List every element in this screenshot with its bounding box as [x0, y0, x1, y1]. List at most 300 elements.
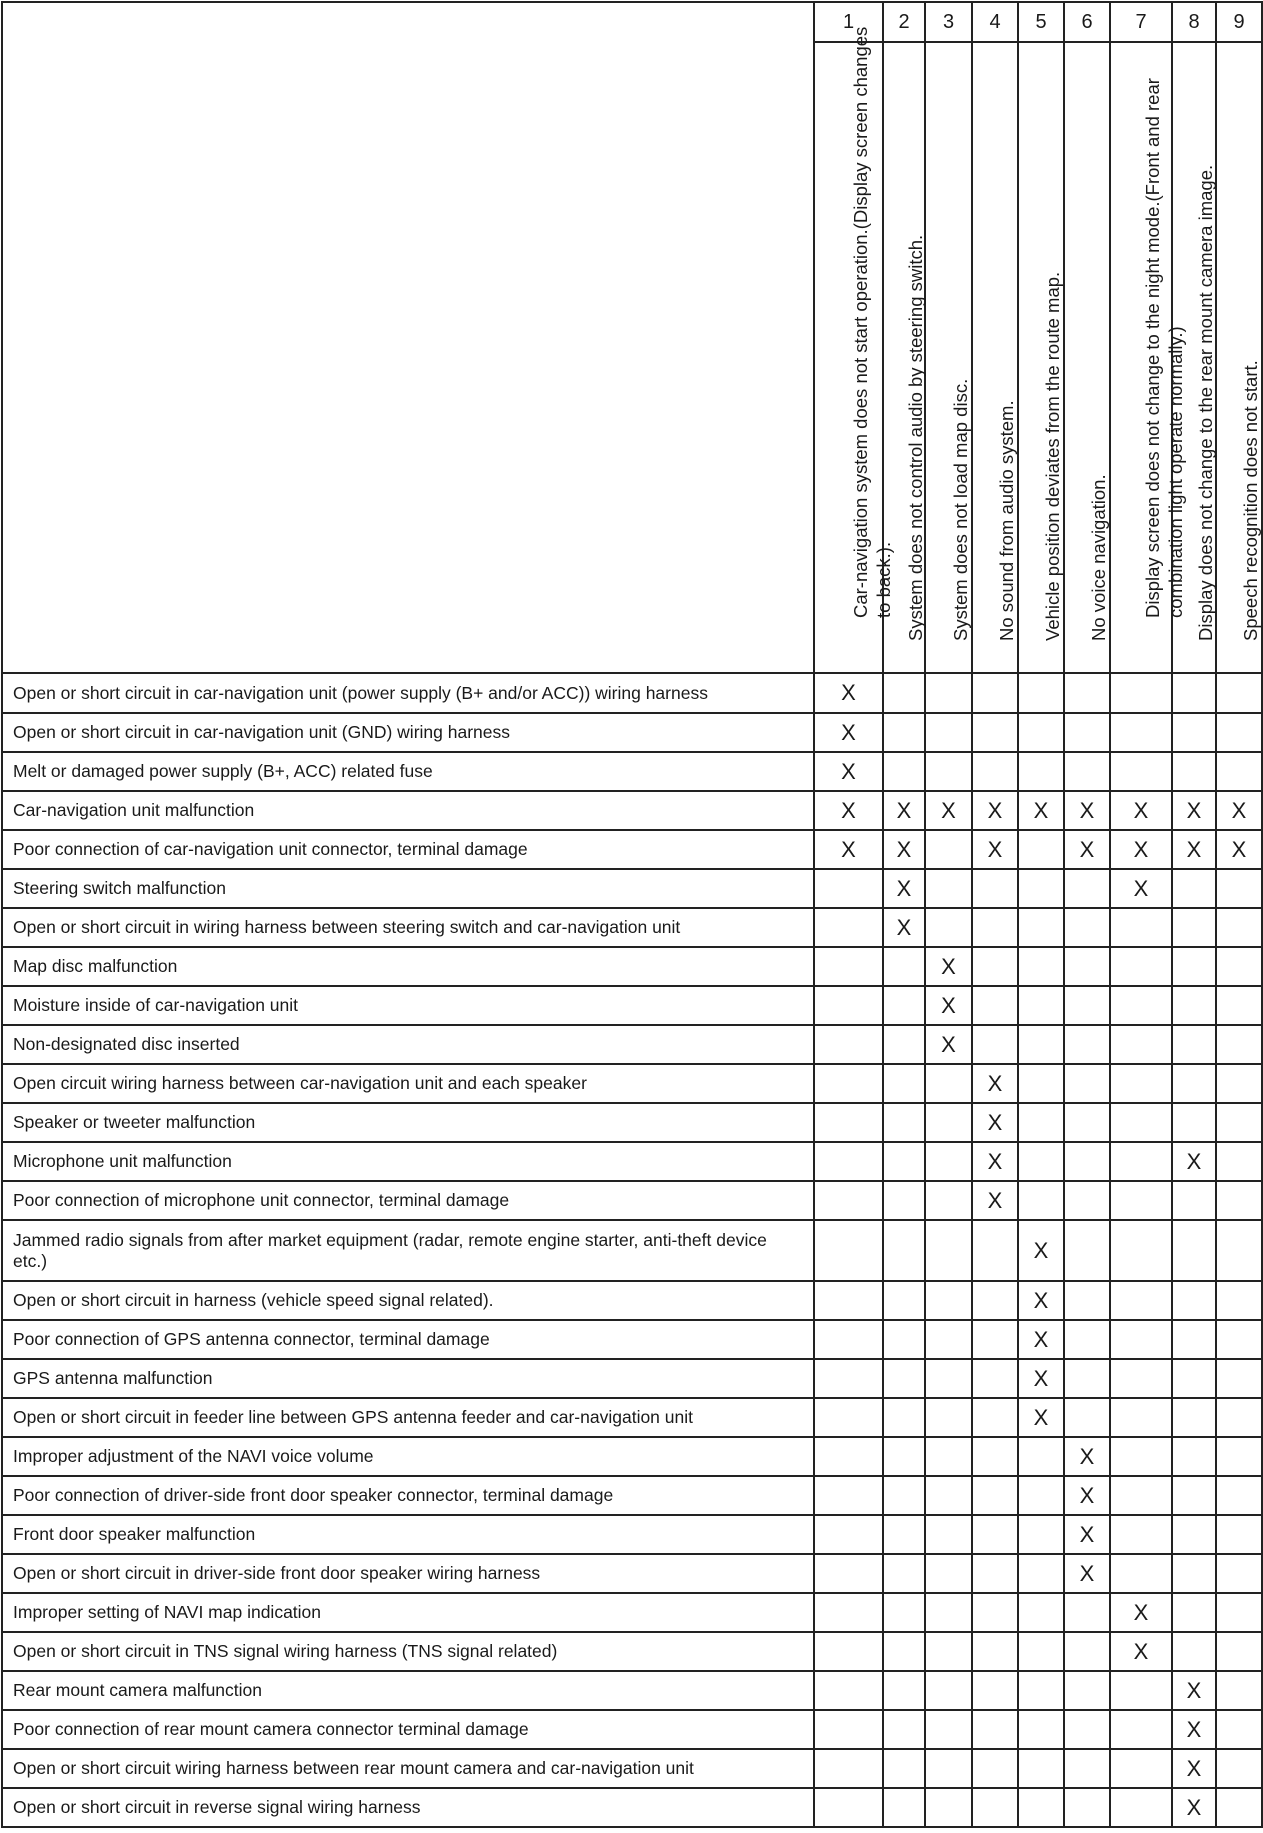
diagnosis-matrix-table	[1, 1, 1263, 1828]
x-mark: X	[1079, 836, 1095, 862]
cause-cell: Open or short circuit in reverse signal wiring harness	[2, 1788, 814, 1827]
x-mark: X	[1186, 1794, 1202, 1820]
symptom-label: System does not load map disc.	[949, 378, 971, 641]
table-row	[2, 1064, 1262, 1103]
table-row	[2, 1142, 1262, 1181]
x-mark: X	[1133, 836, 1149, 862]
x-mark: X	[896, 836, 912, 862]
mark-cell-9	[1216, 673, 1262, 713]
mark-cell-2	[883, 1554, 925, 1593]
mark-cell-7	[1110, 713, 1172, 752]
x-mark: X	[941, 992, 956, 1018]
mark-cell-2	[883, 1398, 925, 1437]
x-mark: X	[1079, 1521, 1095, 1547]
table-row	[2, 1359, 1262, 1398]
mark-cell-5	[1018, 1437, 1064, 1476]
mark-cell-5	[1018, 1710, 1064, 1749]
symptom-label: Display screen does not change to the night mode.(Front and rear combination light operate normally.)	[1142, 78, 1186, 618]
symptom-header-2	[883, 42, 925, 673]
mark-cell-1	[814, 1281, 883, 1320]
mark-cell-8	[1172, 1064, 1216, 1103]
symptom-header-6	[1064, 42, 1110, 673]
mark-cell-7	[1110, 1554, 1172, 1593]
table-row	[2, 1025, 1262, 1064]
x-mark: X	[1033, 797, 1049, 823]
mark-cell-4	[972, 1103, 1018, 1142]
mark-cell-9	[1216, 713, 1262, 752]
mark-cell-9	[1216, 1632, 1262, 1671]
mark-cell-7	[1110, 1025, 1172, 1064]
mark-cell-3	[925, 1593, 972, 1632]
mark-cell-2	[883, 1281, 925, 1320]
mark-cell-1	[814, 1064, 883, 1103]
cause-cell: Open or short circuit in car-navigation unit (power supply (B+ and/or ACC)) wiring harness	[2, 673, 814, 713]
mark-cell-9	[1216, 830, 1262, 869]
mark-cell-1	[814, 1788, 883, 1827]
mark-cell-7	[1110, 1103, 1172, 1142]
table-row	[2, 791, 1262, 830]
mark-cell-2	[883, 1359, 925, 1398]
mark-cell-5	[1018, 673, 1064, 713]
cause-cell: Open circuit wiring harness between car-navigation unit and each speaker	[2, 1064, 814, 1103]
mark-cell-4	[972, 1320, 1018, 1359]
cause-cell: Open or short circuit in driver-side front door speaker wiring harness	[2, 1554, 814, 1593]
mark-cell-6	[1064, 1632, 1110, 1671]
mark-cell-5	[1018, 1220, 1064, 1281]
mark-cell-1	[814, 1320, 883, 1359]
mark-cell-3	[925, 1142, 972, 1181]
cause-cell: Improper setting of NAVI map indication	[2, 1593, 814, 1632]
x-mark: X	[896, 797, 912, 823]
cause-cell: Poor connection of microphone unit connector, terminal damage	[2, 1181, 814, 1220]
mark-cell-6	[1064, 830, 1110, 869]
x-mark: X	[841, 797, 856, 823]
mark-cell-6	[1064, 1788, 1110, 1827]
table-row	[2, 673, 1262, 713]
mark-cell-9	[1216, 1554, 1262, 1593]
table-row	[2, 1749, 1262, 1788]
x-mark: X	[1079, 797, 1095, 823]
mark-cell-3	[925, 1025, 972, 1064]
mark-cell-7	[1110, 1593, 1172, 1632]
mark-cell-8	[1172, 908, 1216, 947]
x-mark: X	[896, 875, 912, 901]
mark-cell-4	[972, 986, 1018, 1025]
mark-cell-1	[814, 986, 883, 1025]
column-number-4: 4	[972, 2, 1018, 42]
column-number-6: 6	[1064, 2, 1110, 42]
mark-cell-9	[1216, 1437, 1262, 1476]
mark-cell-4	[972, 673, 1018, 713]
mark-cell-9	[1216, 1593, 1262, 1632]
mark-cell-1	[814, 673, 883, 713]
mark-cell-3	[925, 1632, 972, 1671]
mark-cell-6	[1064, 1359, 1110, 1398]
mark-cell-8	[1172, 1025, 1216, 1064]
cause-cell: Open or short circuit in feeder line between GPS antenna feeder and car-navigation unit	[2, 1398, 814, 1437]
mark-cell-1	[814, 1476, 883, 1515]
column-number-5: 5	[1018, 2, 1064, 42]
table-row	[2, 1710, 1262, 1749]
mark-cell-3	[925, 1220, 972, 1281]
mark-cell-5	[1018, 1515, 1064, 1554]
mark-cell-9	[1216, 1064, 1262, 1103]
mark-cell-6	[1064, 869, 1110, 908]
mark-cell-7	[1110, 791, 1172, 830]
mark-cell-2	[883, 1142, 925, 1181]
mark-cell-2	[883, 947, 925, 986]
symptom-header-1	[814, 26, 894, 673]
cause-cell: Open or short circuit in harness (vehicle speed signal related).	[2, 1281, 814, 1320]
mark-cell-8	[1172, 673, 1216, 713]
mark-cell-4	[972, 1064, 1018, 1103]
mark-cell-4	[972, 1710, 1018, 1749]
mark-cell-5	[1018, 713, 1064, 752]
mark-cell-7	[1110, 1476, 1172, 1515]
table-row	[2, 986, 1262, 1025]
x-mark: X	[987, 1148, 1003, 1174]
table-row	[2, 1103, 1262, 1142]
mark-cell-3	[925, 1064, 972, 1103]
mark-cell-1	[814, 791, 883, 830]
mark-cell-5	[1018, 1025, 1064, 1064]
mark-cell-2	[883, 869, 925, 908]
mark-cell-8	[1172, 869, 1216, 908]
mark-cell-8	[1172, 1437, 1216, 1476]
mark-cell-5	[1018, 1476, 1064, 1515]
mark-cell-9	[1216, 1142, 1262, 1181]
cause-cell: Improper adjustment of the NAVI voice volume	[2, 1437, 814, 1476]
mark-cell-4	[972, 830, 1018, 869]
mark-cell-7	[1110, 1320, 1172, 1359]
mark-cell-9	[1216, 869, 1262, 908]
mark-cell-7	[1110, 908, 1172, 947]
mark-cell-6	[1064, 1320, 1110, 1359]
column-number-2: 2	[883, 2, 925, 42]
mark-cell-2	[883, 1476, 925, 1515]
mark-cell-9	[1216, 1710, 1262, 1749]
cause-cell: Jammed radio signals from after market equipment (radar, remote engine starter, anti-theft device etc.)	[2, 1220, 814, 1281]
mark-cell-8	[1172, 1749, 1216, 1788]
symptom-header-3	[925, 42, 972, 673]
mark-cell-1	[814, 1103, 883, 1142]
mark-cell-3	[925, 752, 972, 791]
mark-cell-8	[1172, 830, 1216, 869]
mark-cell-5	[1018, 1181, 1064, 1220]
mark-cell-5	[1018, 1632, 1064, 1671]
mark-cell-9	[1216, 1788, 1262, 1827]
mark-cell-5	[1018, 1788, 1064, 1827]
cause-cell: Poor connection of car-navigation unit connector, terminal damage	[2, 830, 814, 869]
x-mark: X	[1033, 1287, 1049, 1313]
symptom-label: Car-navigation system does not start operation.(Display screen changes to back.).	[849, 26, 894, 618]
mark-cell-9	[1216, 947, 1262, 986]
mark-cell-8	[1172, 1515, 1216, 1554]
mark-cell-3	[925, 1398, 972, 1437]
mark-cell-1	[814, 1437, 883, 1476]
mark-cell-6	[1064, 908, 1110, 947]
mark-cell-9	[1216, 1359, 1262, 1398]
mark-cell-6	[1064, 1142, 1110, 1181]
table-row	[2, 1788, 1262, 1827]
symptom-header-4	[972, 42, 1018, 673]
x-mark: X	[1033, 1326, 1049, 1352]
mark-cell-6	[1064, 752, 1110, 791]
symptom-header-7	[1110, 42, 1186, 673]
mark-cell-1	[814, 869, 883, 908]
cause-cell: GPS antenna malfunction	[2, 1359, 814, 1398]
table-row	[2, 1398, 1262, 1437]
mark-cell-6	[1064, 1749, 1110, 1788]
mark-cell-2	[883, 1632, 925, 1671]
table-row	[2, 1320, 1262, 1359]
table-row	[2, 1281, 1262, 1320]
mark-cell-5	[1018, 752, 1064, 791]
x-mark: X	[1186, 797, 1202, 823]
cause-cell: Map disc malfunction	[2, 947, 814, 986]
mark-cell-2	[883, 713, 925, 752]
x-mark: X	[987, 1109, 1003, 1135]
table-row	[2, 830, 1262, 869]
mark-cell-7	[1110, 1749, 1172, 1788]
mark-cell-1	[814, 1142, 883, 1181]
table-row	[2, 1593, 1262, 1632]
mark-cell-3	[925, 1181, 972, 1220]
mark-cell-6	[1064, 1281, 1110, 1320]
mark-cell-1	[814, 713, 883, 752]
mark-cell-2	[883, 1788, 925, 1827]
mark-cell-9	[1216, 1103, 1262, 1142]
mark-cell-8	[1172, 1181, 1216, 1220]
table-row	[2, 1671, 1262, 1710]
mark-cell-4	[972, 869, 1018, 908]
mark-cell-7	[1110, 947, 1172, 986]
x-mark: X	[841, 758, 856, 784]
x-mark: X	[941, 797, 956, 823]
mark-cell-7	[1110, 752, 1172, 791]
mark-cell-6	[1064, 1437, 1110, 1476]
cause-cell: Steering switch malfunction	[2, 869, 814, 908]
mark-cell-6	[1064, 1671, 1110, 1710]
column-number-9: 9	[1216, 2, 1262, 42]
x-mark: X	[1186, 1677, 1202, 1703]
mark-cell-3	[925, 713, 972, 752]
mark-cell-9	[1216, 908, 1262, 947]
mark-cell-8	[1172, 947, 1216, 986]
mark-cell-6	[1064, 1710, 1110, 1749]
x-mark: X	[987, 1187, 1003, 1213]
mark-cell-2	[883, 1437, 925, 1476]
mark-cell-5	[1018, 908, 1064, 947]
mark-cell-7	[1110, 830, 1172, 869]
mark-cell-8	[1172, 1103, 1216, 1142]
mark-cell-5	[1018, 1749, 1064, 1788]
mark-cell-4	[972, 947, 1018, 986]
cause-rows	[2, 673, 1262, 1827]
mark-cell-8	[1172, 1554, 1216, 1593]
mark-cell-5	[1018, 1398, 1064, 1437]
mark-cell-6	[1064, 1593, 1110, 1632]
mark-cell-2	[883, 1593, 925, 1632]
mark-cell-1	[814, 1025, 883, 1064]
symptom-label: No voice navigation.	[1088, 474, 1109, 641]
mark-cell-8	[1172, 752, 1216, 791]
x-mark: X	[1033, 1365, 1049, 1391]
mark-cell-2	[883, 1064, 925, 1103]
cause-cell: Poor connection of driver-side front door speaker connector, terminal damage	[2, 1476, 814, 1515]
mark-cell-4	[972, 791, 1018, 830]
x-mark: X	[1186, 1716, 1202, 1742]
mark-cell-4	[972, 1593, 1018, 1632]
cause-cell: Moisture inside of car-navigation unit	[2, 986, 814, 1025]
mark-cell-5	[1018, 1064, 1064, 1103]
x-mark: X	[1231, 797, 1247, 823]
mark-cell-5	[1018, 986, 1064, 1025]
mark-cell-5	[1018, 1671, 1064, 1710]
mark-cell-2	[883, 791, 925, 830]
table-row	[2, 713, 1262, 752]
mark-cell-9	[1216, 1025, 1262, 1064]
cause-cell: Melt or damaged power supply (B+, ACC) related fuse	[2, 752, 814, 791]
mark-cell-8	[1172, 1632, 1216, 1671]
mark-cell-1	[814, 1554, 883, 1593]
mark-cell-3	[925, 869, 972, 908]
mark-cell-7	[1110, 1142, 1172, 1181]
mark-cell-9	[1216, 752, 1262, 791]
mark-cell-9	[1216, 1320, 1262, 1359]
mark-cell-2	[883, 1103, 925, 1142]
mark-cell-7	[1110, 1710, 1172, 1749]
cause-cell: Poor connection of GPS antenna connector, terminal damage	[2, 1320, 814, 1359]
mark-cell-2	[883, 1671, 925, 1710]
mark-cell-4	[972, 1281, 1018, 1320]
x-mark: X	[987, 1070, 1003, 1096]
mark-cell-6	[1064, 1064, 1110, 1103]
mark-cell-3	[925, 1437, 972, 1476]
mark-cell-7	[1110, 1064, 1172, 1103]
cause-cell: Open or short circuit in wiring harness between steering switch and car-navigation unit	[2, 908, 814, 947]
mark-cell-3	[925, 1476, 972, 1515]
mark-cell-1	[814, 1359, 883, 1398]
mark-cell-2	[883, 908, 925, 947]
mark-cell-9	[1216, 1749, 1262, 1788]
table-row	[2, 1554, 1262, 1593]
mark-cell-4	[972, 1671, 1018, 1710]
table-row	[2, 1437, 1262, 1476]
mark-cell-4	[972, 1220, 1018, 1281]
x-mark: X	[1133, 1599, 1149, 1625]
mark-cell-7	[1110, 1788, 1172, 1827]
mark-cell-8	[1172, 1476, 1216, 1515]
x-mark: X	[1079, 1560, 1095, 1586]
table-row	[2, 752, 1262, 791]
x-mark: X	[1186, 1755, 1202, 1781]
mark-cell-6	[1064, 1103, 1110, 1142]
table-row	[2, 1181, 1262, 1220]
mark-cell-2	[883, 986, 925, 1025]
mark-cell-8	[1172, 1320, 1216, 1359]
mark-cell-2	[883, 673, 925, 713]
mark-cell-2	[883, 1749, 925, 1788]
column-number-8: 8	[1172, 2, 1216, 42]
mark-cell-7	[1110, 1281, 1172, 1320]
symptom-header-9	[1216, 42, 1262, 673]
mark-cell-3	[925, 1671, 972, 1710]
x-mark: X	[1231, 836, 1247, 862]
mark-cell-4	[972, 1437, 1018, 1476]
mark-cell-3	[925, 1710, 972, 1749]
x-mark: X	[1186, 1148, 1202, 1174]
symptom-header-8	[1172, 42, 1216, 673]
mark-cell-8	[1172, 791, 1216, 830]
mark-cell-4	[972, 1398, 1018, 1437]
mark-cell-9	[1216, 1515, 1262, 1554]
mark-cell-9	[1216, 986, 1262, 1025]
mark-cell-1	[814, 1593, 883, 1632]
mark-cell-5	[1018, 1554, 1064, 1593]
mark-cell-3	[925, 1554, 972, 1593]
mark-cell-4	[972, 1359, 1018, 1398]
mark-cell-3	[925, 947, 972, 986]
mark-cell-7	[1110, 1671, 1172, 1710]
mark-cell-4	[972, 1181, 1018, 1220]
mark-cell-7	[1110, 1437, 1172, 1476]
mark-cell-4	[972, 713, 1018, 752]
mark-cell-6	[1064, 791, 1110, 830]
mark-cell-4	[972, 908, 1018, 947]
mark-cell-6	[1064, 1476, 1110, 1515]
x-mark: X	[1133, 875, 1149, 901]
mark-cell-1	[814, 1632, 883, 1671]
x-mark: X	[1033, 1237, 1049, 1263]
cause-cell: Open or short circuit wiring harness between rear mount camera and car-navigation unit	[2, 1749, 814, 1788]
column-number-row	[2, 2, 1262, 42]
mark-cell-4	[972, 1632, 1018, 1671]
x-mark: X	[987, 797, 1003, 823]
mark-cell-4	[972, 752, 1018, 791]
mark-cell-7	[1110, 986, 1172, 1025]
mark-cell-9	[1216, 1671, 1262, 1710]
x-mark: X	[1033, 1404, 1049, 1430]
mark-cell-5	[1018, 830, 1064, 869]
mark-cell-1	[814, 1398, 883, 1437]
symptom-label: Display does not change to the rear mount camera image.	[1195, 164, 1216, 641]
mark-cell-3	[925, 1515, 972, 1554]
cause-cell: Microphone unit malfunction	[2, 1142, 814, 1181]
mark-cell-6	[1064, 947, 1110, 986]
cause-cell: Poor connection of rear mount camera connector terminal damage	[2, 1710, 814, 1749]
table-row	[2, 1220, 1262, 1281]
mark-cell-6	[1064, 1398, 1110, 1437]
mark-cell-6	[1064, 673, 1110, 713]
symptom-label: System does not control audio by steering switch.	[905, 234, 926, 641]
mark-cell-8	[1172, 986, 1216, 1025]
mark-cell-1	[814, 1710, 883, 1749]
table-row	[2, 947, 1262, 986]
mark-cell-5	[1018, 1593, 1064, 1632]
x-mark: X	[896, 914, 912, 940]
mark-cell-7	[1110, 1632, 1172, 1671]
mark-cell-5	[1018, 791, 1064, 830]
table-row	[2, 1476, 1262, 1515]
mark-cell-3	[925, 830, 972, 869]
mark-cell-7	[1110, 1220, 1172, 1281]
mark-cell-9	[1216, 1476, 1262, 1515]
mark-cell-2	[883, 752, 925, 791]
mark-cell-8	[1172, 1593, 1216, 1632]
mark-cell-6	[1064, 986, 1110, 1025]
mark-cell-4	[972, 1515, 1018, 1554]
